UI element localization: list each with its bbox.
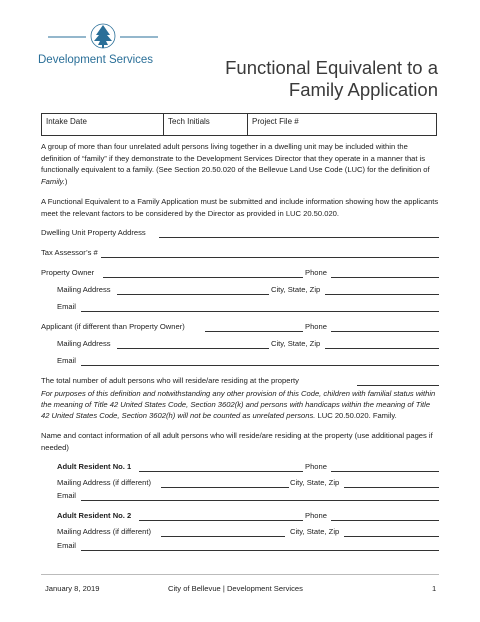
owner-email-row: [57, 302, 439, 314]
applicant-row: [41, 322, 439, 334]
dwelling-address-field[interactable]: [159, 237, 439, 238]
applicant-field[interactable]: [205, 331, 303, 332]
total-persons-label: The total number of adult persons who will reside/are residing at the property: [41, 376, 299, 385]
resident1-mailing-row: [57, 478, 439, 490]
title-line-2: Family Application: [288, 79, 438, 100]
resident1-city-field[interactable]: [344, 487, 439, 488]
resident2-city-label: City, State, Zip: [290, 527, 340, 536]
owner-phone-label: Phone: [305, 268, 327, 277]
resident1-city-label: City, State, Zip: [290, 478, 340, 487]
city-logo: [38, 22, 162, 70]
owner-city-label: City, State, Zip: [271, 285, 321, 294]
applicant-mailing-field[interactable]: [117, 348, 269, 349]
property-owner-field[interactable]: [103, 277, 303, 278]
total-persons-field[interactable]: [357, 385, 439, 386]
tax-assessor-row: [41, 248, 439, 260]
project-file-cell[interactable]: Project File #: [252, 117, 299, 126]
dwelling-address-row: [41, 228, 439, 240]
resident2-email-label: Email: [57, 541, 76, 550]
resident1-name-field[interactable]: [139, 471, 303, 472]
applicant-mailing-label: Mailing Address: [57, 339, 111, 348]
resident1-email-field[interactable]: [81, 500, 439, 501]
family-status-note: [41, 388, 439, 421]
owner-mailing-row: [57, 285, 439, 297]
resident1-mailing-label: Mailing Address (if different): [57, 478, 151, 487]
applicant-email-label: Email: [57, 356, 76, 365]
applicant-mailing-row: [57, 339, 439, 351]
footer-divider: [41, 574, 439, 575]
resident1-phone-field[interactable]: [331, 471, 439, 472]
tax-assessor-label: Tax Assessor’s #: [41, 248, 98, 257]
property-owner-label: Property Owner: [41, 268, 95, 277]
owner-city-field[interactable]: [325, 294, 439, 295]
resident2-phone-label: Phone: [305, 511, 327, 520]
note-text: For purposes of this definition and notwithstanding any other provision of this Code, children with familial status within the meaning of Title 42 United States Code, Section 3602(k) and persons with handicaps within the meaning of Title 42 United States Code, Section 3602(h) will not be counted as unrelated persons.: [41, 389, 436, 420]
applicant-phone-field[interactable]: [331, 331, 439, 332]
resident1-mailing-field[interactable]: [161, 487, 289, 488]
intake-date-cell[interactable]: Intake Date: [42, 114, 164, 135]
intro-p1-end: ): [64, 176, 68, 186]
title-line-1: Functional Equivalent to a: [225, 57, 438, 78]
intro-paragraph-2: A Functional Equivalent to a Family Application must be submitted and include information showing how the applicants meet the relevant factors to be considered by the Director as provided in LUC 20.50.020.: [41, 197, 439, 218]
property-owner-row: [41, 268, 439, 280]
tree-emblem-icon: [48, 22, 158, 52]
tech-initials-cell[interactable]: Tech Initials: [164, 114, 248, 135]
resident1-row: [57, 462, 439, 474]
resident2-city-field[interactable]: [344, 536, 439, 537]
logo-text: Development Services: [38, 54, 154, 66]
dwelling-address-label: Dwelling Unit Property Address: [41, 228, 146, 237]
total-persons-row: [41, 376, 439, 388]
page-title: [225, 57, 438, 101]
applicant-email-field[interactable]: [81, 365, 439, 366]
resident2-heading: Adult Resident No. 2: [57, 511, 132, 520]
intake-table: [41, 113, 437, 136]
resident2-mailing-row: [57, 527, 439, 539]
owner-phone-field[interactable]: [331, 277, 439, 278]
owner-mailing-field[interactable]: [117, 294, 269, 295]
owner-mailing-label: Mailing Address: [57, 285, 111, 294]
resident2-row: [57, 511, 439, 523]
intro-p1-text: A group of more than four unrelated adult persons living together in a dwelling unit may be included within the definition of “family” if they demonstrate to the Development Services Director that they operate in a manner that is functionally equivalent to a family. (See Section 20.50.020 of the Bellevue Land Use Code (LUC) for the definition of: [41, 142, 430, 174]
resident2-mailing-field[interactable]: [161, 536, 285, 537]
resident1-heading: Adult Resident No. 1: [57, 462, 132, 471]
owner-email-field[interactable]: [81, 311, 439, 312]
owner-email-label: Email: [57, 302, 76, 311]
resident2-mailing-label: Mailing Address (if different): [57, 527, 151, 536]
intro-paragraph-1: [41, 141, 439, 187]
tax-assessor-field[interactable]: [101, 257, 439, 258]
footer-date: January 8, 2019: [45, 584, 100, 593]
applicant-city-label: City, State, Zip: [271, 339, 321, 348]
footer-center: City of Bellevue | Development Services: [168, 584, 303, 593]
applicant-city-field[interactable]: [325, 348, 439, 349]
resident1-phone-label: Phone: [305, 462, 327, 471]
contact-intro: Name and contact information of all adult persons who will reside/are residing at the property (use additional pages if needed): [41, 431, 433, 452]
resident2-email-field[interactable]: [81, 550, 439, 551]
family-term: Family.: [41, 176, 65, 186]
applicant-label: Applicant (if different than Property Owner): [41, 322, 185, 331]
resident1-email-row: [57, 491, 439, 503]
applicant-email-row: [57, 356, 439, 368]
footer-page-number: 1: [432, 584, 437, 593]
resident2-phone-field[interactable]: [331, 520, 439, 521]
resident1-email-label: Email: [57, 491, 76, 500]
applicant-phone-label: Phone: [305, 322, 327, 331]
resident2-email-row: [57, 541, 439, 553]
resident2-name-field[interactable]: [139, 520, 303, 521]
note-reference: LUC 20.50.020. Family.: [315, 411, 397, 420]
